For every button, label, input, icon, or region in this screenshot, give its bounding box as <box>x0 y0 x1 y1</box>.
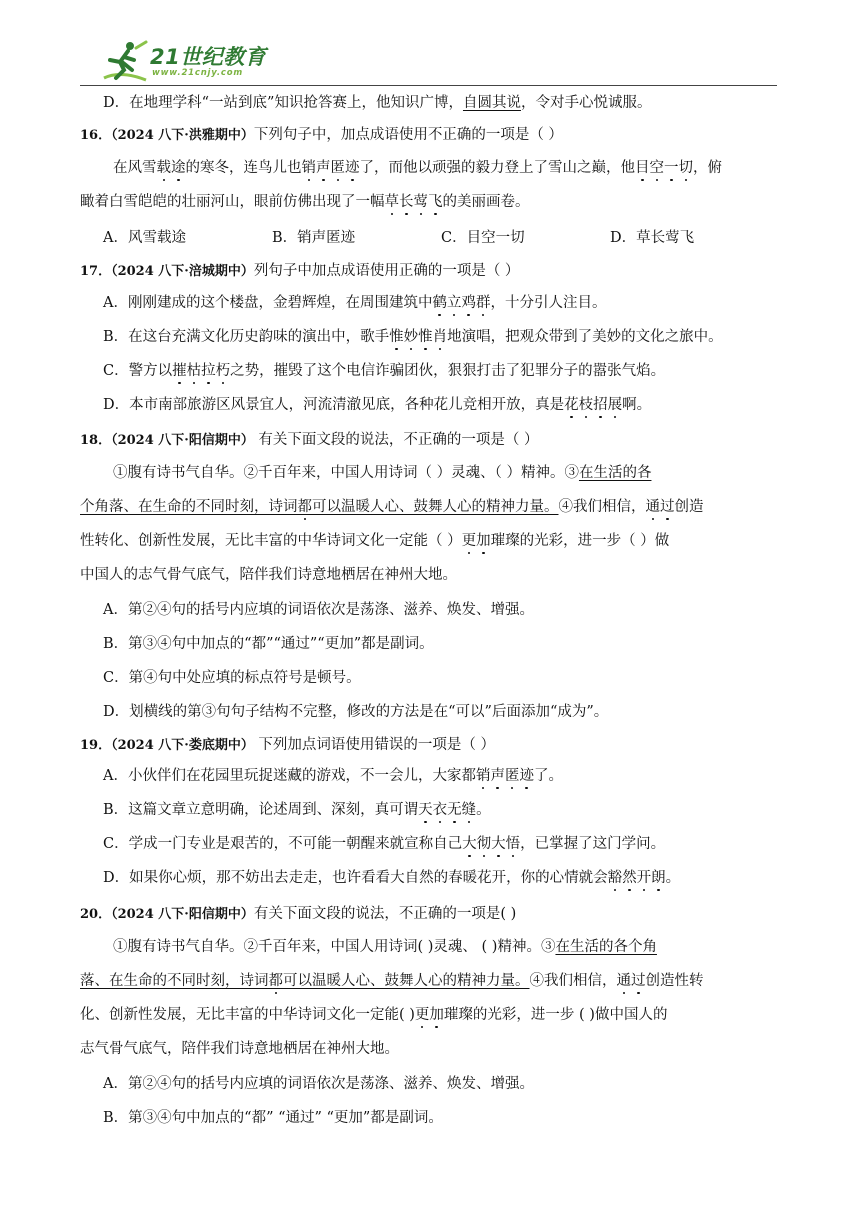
header-divider <box>80 85 777 86</box>
q18-option-c[interactable]: C．第④句中处应填的标点符号是顿号。 <box>103 670 361 686</box>
q20-option-b[interactable]: B．第③④句中加点的“都” “通过” “更加”都是副词。 <box>103 1110 443 1126</box>
text-run: 创造 <box>674 499 704 515</box>
dotted-char: 过 <box>660 499 675 515</box>
question-source: （2024 八下·阳信期中） <box>111 907 254 922</box>
text-run: C．学成一门专业是艰苦的，不可能一朝醒来就宣称自己 <box>103 836 463 852</box>
dotted-char: 朗 <box>651 870 666 886</box>
dotted-char: 莺 <box>413 194 428 210</box>
dotted-char: 大 <box>491 836 506 852</box>
dotted-char: 肖 <box>432 329 448 345</box>
q18-option-b[interactable]: B．第③④句中加点的“都”“通过”“更加”都是副词。 <box>103 636 434 652</box>
dotted-char: 彻 <box>476 836 492 852</box>
brand-logo <box>100 40 280 84</box>
dotted-char: 豁 <box>607 870 623 886</box>
question-source: （2024 八下·娄底期中） <box>111 738 254 753</box>
dotted-char: 声 <box>316 160 331 176</box>
question-19-stem <box>80 735 780 756</box>
page-header <box>0 0 860 90</box>
text-run: 了。 <box>533 768 563 784</box>
dotted-char: 声 <box>490 768 505 784</box>
text-run: D． <box>103 95 130 111</box>
text-run: 瞰着白雪皑皑的壮丽河山，眼前仿佛出现了一幅 <box>80 194 385 210</box>
dotted-char: 枝 <box>578 397 594 413</box>
q20-passage-line-1 <box>113 937 780 957</box>
dotted-char: 悟 <box>505 836 521 852</box>
question-16-stem <box>80 125 780 146</box>
text-run: 的寒冬，连鸟儿也 <box>185 160 302 176</box>
text-run: 创造性转 <box>645 973 704 989</box>
text-run: ，已掌握了这门学问。 <box>520 836 666 852</box>
dotted-char: 招 <box>593 397 608 413</box>
q18-passage-line-1 <box>113 463 780 483</box>
option-d[interactable]: D．草长莺飞 <box>610 230 695 246</box>
dotted-char: 摧 <box>172 363 187 379</box>
text-run: 性转化、创新性发展，无比丰富的中华诗词文化一定能（ ） <box>80 533 462 549</box>
underlined-idiom: 自圆其说 <box>462 95 521 111</box>
dotted-char: 通 <box>645 499 660 515</box>
underlined-text: 落、在生命的不同时刻，诗词 <box>80 973 269 989</box>
text-run: 啊。 <box>622 397 652 413</box>
dotted-char: 加 <box>476 533 491 549</box>
text-run: A．小伙伴们在花园里玩捉迷藏的游戏，不一会儿，大家都 <box>103 768 476 784</box>
question-18-stem <box>80 430 780 451</box>
q18-option-d[interactable]: D．划横线的第③句句子结构不完整，修改的方法是在“可以”后面添加“成为”。 <box>103 704 609 720</box>
q19-option-c[interactable] <box>103 834 780 854</box>
q16-options <box>103 228 780 248</box>
text-run: 璀璨的光彩，进一步（ ）做 <box>490 533 670 549</box>
text-run: B．这篇文章立意明确，论述周到、深刻，真可谓 <box>103 802 419 818</box>
underlined-text: 可以温暖人心、鼓舞人心的精神力量。 <box>283 973 530 989</box>
text-run: C．警方以 <box>103 363 173 379</box>
q19-option-b[interactable] <box>103 800 780 820</box>
dotted-char: 载 <box>156 160 171 176</box>
dotted-char: 一 <box>664 160 679 176</box>
q15-option-d <box>103 93 780 113</box>
q18-option-a[interactable]: A．第②④句的括号内应填的词语依次是荡涤、滋养、焕发、增强。 <box>103 602 534 618</box>
dotted-char: 草 <box>384 194 399 210</box>
dotted-char: 花 <box>564 397 579 413</box>
dotted-char: 衣 <box>432 802 448 818</box>
option-b[interactable]: B．销声匿迹 <box>272 230 356 246</box>
text-run: ④我们相信， <box>558 499 646 515</box>
q20-passage-line-4: 志气骨气底气，陪伴我们诗意地栖居在神州大地。 <box>80 1041 399 1057</box>
dotted-char: 长 <box>399 194 414 210</box>
text-run: 19． <box>80 738 112 753</box>
text-run: 在风雪 <box>113 160 157 176</box>
dotted-char: 更 <box>414 1007 430 1023</box>
text-run: 化、创新性发展，无比丰富的中华诗词文化一定能( ) <box>80 1007 415 1023</box>
dotted-char: 惟 <box>389 329 404 345</box>
dotted-char: 加 <box>429 1007 444 1023</box>
q17-option-c[interactable] <box>103 361 780 381</box>
text-run: 列句子中加点成语使用正确的一项是（ ） <box>253 263 520 279</box>
dotted-char: 开 <box>636 870 652 886</box>
q17-option-a[interactable] <box>103 293 780 313</box>
text-run: 地演唱，把观众带到了美妙的文化之旅中。 <box>447 329 723 345</box>
question-17-stem <box>80 261 780 282</box>
text-run: 。 <box>476 802 491 818</box>
text-run: ，俯 <box>693 160 722 176</box>
question-source: （2024 八下·洪雅期中） <box>111 128 254 143</box>
underlined-text: 个角落、在生命的不同时刻，诗词 <box>80 499 298 515</box>
q20-passage-line-2 <box>80 971 780 991</box>
underlined-text: 可以温暖人心、鼓舞人心的精神力量。 <box>312 499 559 515</box>
q16-passage-line-1 <box>113 158 780 178</box>
logo-url: www.21cnjy.com <box>152 68 243 78</box>
text-run: 下列句子中，加点成语使用不正确的一项是（ ） <box>253 127 563 143</box>
running-figure-icon <box>100 40 150 84</box>
dotted-char: 群 <box>475 295 491 311</box>
dotted-char: 更 <box>461 533 477 549</box>
dotted-char: 销 <box>475 768 491 784</box>
q20-passage-line-3 <box>80 1005 780 1025</box>
dotted-char: 匿 <box>330 160 345 176</box>
dotted-char: 通 <box>616 973 631 989</box>
logo-text: 21世纪教育 <box>150 45 267 69</box>
dotted-char: 切 <box>678 160 693 176</box>
text-run: ①腹有诗书气自华。②千百年来，中国人用诗词( )灵魂、 ( )精神。③ <box>113 939 556 955</box>
text-run: 20． <box>80 907 112 922</box>
text-run: B．在这台充满文化历史韵味的演出中，歌手 <box>103 329 390 345</box>
option-c[interactable]: C．目空一切 <box>441 230 525 246</box>
dotted-char: 途 <box>171 160 186 176</box>
dotted-char: 销 <box>301 160 316 176</box>
question-source: （2024 八下·涪城期中） <box>111 264 254 279</box>
text-run: A．刚刚建成的这个楼盘，金碧辉煌，在周围建筑中 <box>103 295 433 311</box>
text-run: 下列加点词语使用错误的一项是（ ） <box>253 737 496 753</box>
dotted-char: 朽 <box>215 363 231 379</box>
text-run: 有关下面文段的说法，不正确的一项是（ ） <box>253 432 539 448</box>
dotted-char: 都 <box>268 973 283 989</box>
text-run: 17． <box>80 264 112 279</box>
dotted-char: 目 <box>635 160 650 176</box>
text-run: 之势，摧毁了这个电信诈骗团伙，狠狠打击了犯罪分子的嚣张气焰。 <box>230 363 666 379</box>
dotted-char: 都 <box>297 499 312 515</box>
q20-option-a[interactable]: A．第②④句的括号内应填的词语依次是荡涤、滋养、焕发、增强。 <box>103 1076 534 1092</box>
text-run: ④我们相信， <box>529 973 617 989</box>
q18-passage-line-3 <box>80 531 780 551</box>
q18-passage-line-2 <box>80 497 780 517</box>
option-a[interactable]: A．风雪载途 <box>103 230 186 246</box>
dotted-char: 过 <box>631 973 646 989</box>
text-run: 了，而他以顽强的毅力登上了雪山之巅，他 <box>359 160 635 176</box>
text-run: 在地理学科“一站到底”知识抢答赛上，他知识广博， <box>129 95 463 111</box>
text-run: 16． <box>80 128 112 143</box>
q18-passage-line-4: 中国人的志气骨气底气，陪伴我们诗意地栖居在神州大地。 <box>80 567 457 583</box>
dotted-char: 惟 <box>418 329 433 345</box>
dotted-char: 缝 <box>461 802 477 818</box>
dotted-char: 大 <box>462 836 477 852</box>
underlined-text: 在生活的各个角 <box>555 939 657 955</box>
dotted-char: 鹤 <box>432 295 447 311</box>
text-run: 有关下面文段的说法，不正确的一项是( ) <box>253 906 517 922</box>
dotted-char: 无 <box>447 802 462 818</box>
q17-option-d[interactable] <box>103 395 780 415</box>
text-run: D．如果你心烦，那不妨出去走走，也许看看大自然的春暖花开，你的心情就会 <box>103 870 608 886</box>
dotted-char: 妙 <box>403 329 419 345</box>
q19-option-a[interactable] <box>103 766 780 786</box>
dotted-char: 鸡 <box>461 295 476 311</box>
dotted-char: 飞 <box>428 194 443 210</box>
text-run: ①腹有诗书气自华。②千百年来，中国人用诗词（ ）灵魂、（ ）精神。③ <box>113 465 579 481</box>
q17-option-b[interactable] <box>103 327 780 347</box>
dotted-char: 枯 <box>186 363 202 379</box>
dotted-char: 然 <box>622 870 637 886</box>
q19-option-d[interactable] <box>103 868 780 888</box>
dotted-char: 立 <box>446 295 462 311</box>
dotted-char: 天 <box>418 802 433 818</box>
dotted-char: 匿 <box>504 768 520 784</box>
dotted-char: 展 <box>607 397 623 413</box>
text-run: 18． <box>80 433 112 448</box>
text-run: D．本市南部旅游区风景宜人，河流清澈见底，各种花儿竞相开放，真是 <box>103 397 565 413</box>
question-source: （2024 八下·阳信期中） <box>111 433 254 448</box>
dotted-char: 迹 <box>345 160 360 176</box>
text-run: ，令对手心悦诚服。 <box>520 95 652 111</box>
question-20-stem <box>80 904 780 925</box>
text-run: 璀璨的光彩，进一步 ( )做中国人的 <box>443 1007 668 1023</box>
q16-passage-line-2 <box>80 192 780 212</box>
underlined-text: 在生活的各 <box>578 465 652 481</box>
text-run: 。 <box>665 870 681 886</box>
text-run: 的美丽画卷。 <box>442 194 530 210</box>
text-run: ，十分引人注目。 <box>490 295 607 311</box>
dotted-char: 空 <box>649 160 664 176</box>
dotted-char: 拉 <box>201 363 216 379</box>
dotted-char: 迹 <box>519 768 534 784</box>
